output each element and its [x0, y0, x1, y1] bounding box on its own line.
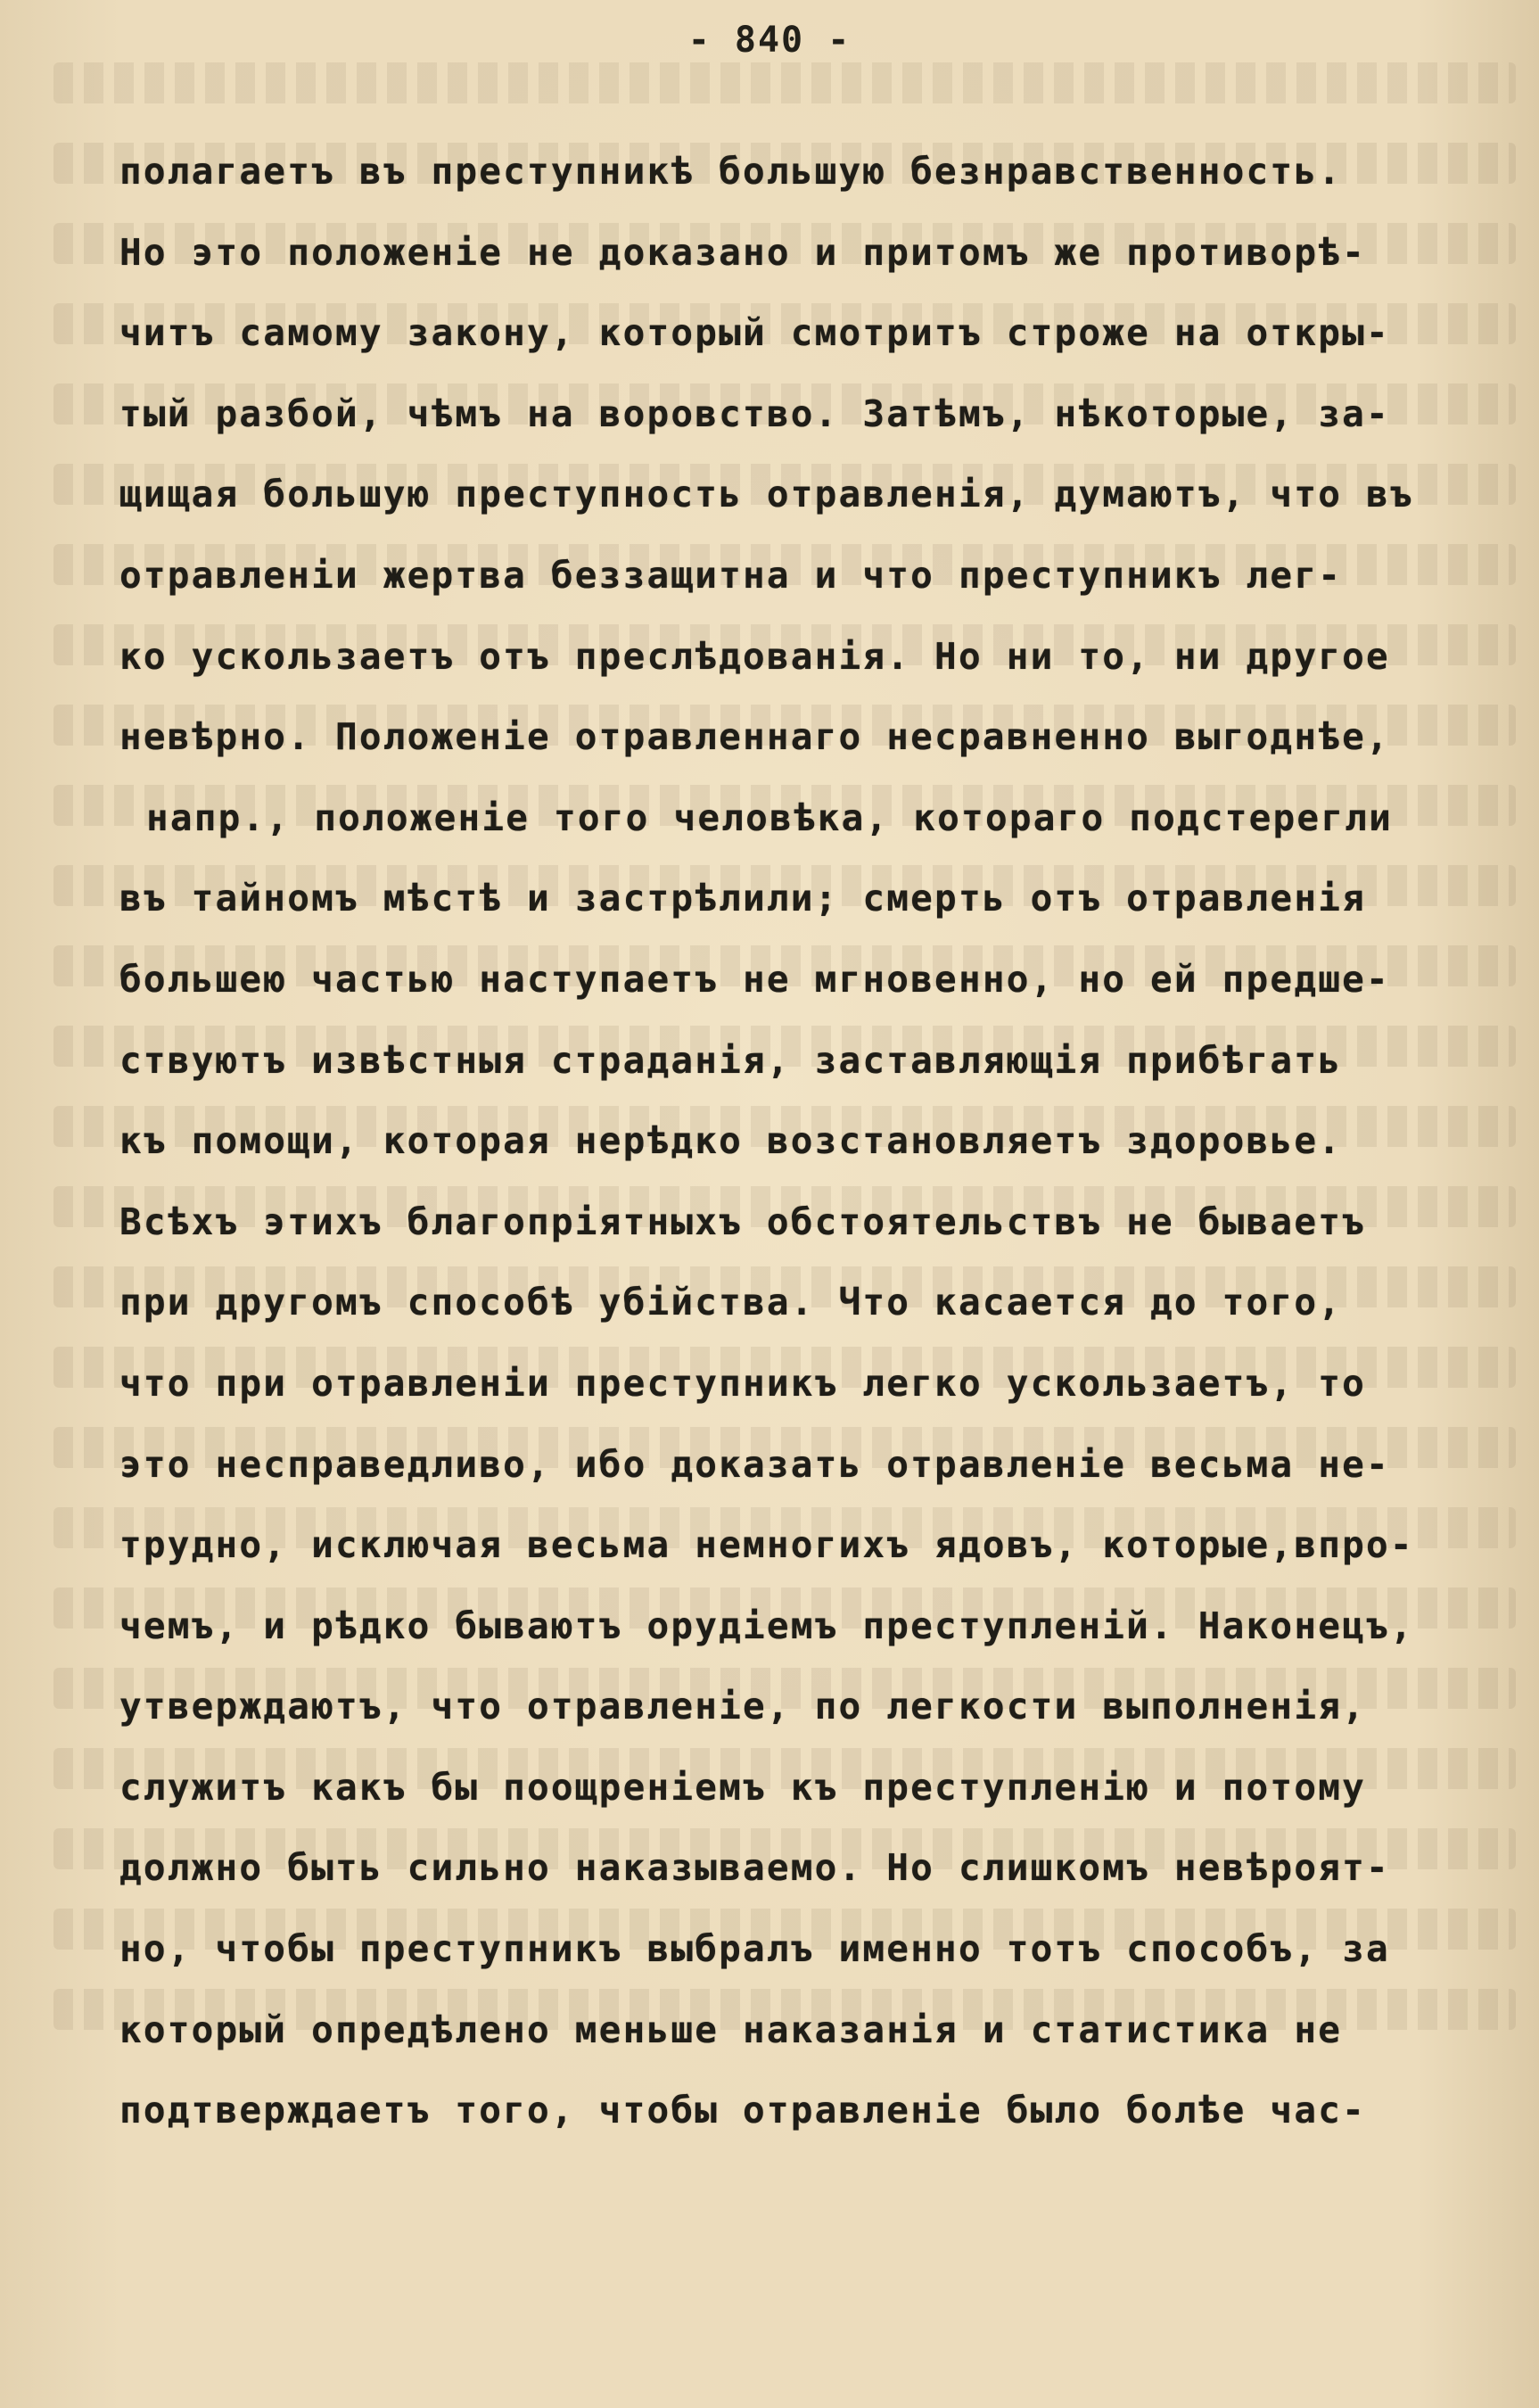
text-line: къ помощи, которая нерѣдко возстановляетъ здоровье. [119, 1119, 1343, 1163]
text-line: должно быть сильно наказываемо. Но слишкомъ невѣроят- [119, 1846, 1390, 1890]
text-line: Всѣхъ этихъ благопрiятныхъ обстоятельствъ не бываетъ [119, 1200, 1366, 1243]
text-line: трудно, исключая весьма немногихъ ядовъ, которые,впро- [119, 1523, 1414, 1567]
text-line: читъ самому закону, который смотритъ строже на откры- [119, 311, 1390, 355]
text-line: чемъ, и рѣдко бываютъ орудiемъ преступленiй. Наконецъ, [119, 1604, 1414, 1647]
page-number: - 840 - [687, 20, 852, 61]
text-line: это несправедливо, ибо доказать отравленiе весьма не- [119, 1442, 1390, 1486]
body-text [119, 140, 1439, 2160]
text-line: въ тайномъ мѣстѣ и застрѣлили; смерть отъ отравленiя [119, 877, 1366, 920]
text-line: но, чтобы преступникъ выбралъ именно тотъ способъ, за [119, 1927, 1390, 1971]
text-line: большею частью наступаетъ не мгновенно, но ей предше- [119, 957, 1390, 1001]
text-line: ствуютъ извѣстныя страданiя, заставляющiя прибѣгать [119, 1038, 1343, 1082]
text-line: Но это положенiе не доказано и притомъ же противорѣ- [119, 230, 1366, 274]
text-line: служитъ какъ бы поощренiемъ къ преступленiю и потому [119, 1765, 1366, 1809]
text-line: утверждаютъ, что отравленiе, по легкости выполненiя, [119, 1685, 1366, 1728]
text-line: щищая большую преступность отравленiя, думаютъ, что въ [119, 473, 1414, 516]
text-line: невѣрно. Положенiе отравленнаго несравненно выгоднѣе, [119, 715, 1390, 759]
text-line: при другомъ способѣ убiйства. Что касается до того, [119, 1281, 1343, 1324]
text-line: напр., положенiе того человѣка, котораго подстерегли [146, 796, 1393, 839]
text-line: полагаетъ въ преступникѣ большую безнравственность. [119, 150, 1343, 193]
text-line: что при отравленiи преступникъ легко ускользаетъ, то [119, 1361, 1366, 1405]
text-line: тый разбой, чѣмъ на воровство. Затѣмъ, нѣкоторые, за- [119, 392, 1390, 435]
text-line: подтверждаетъ того, чтобы отравленiе было болѣе час- [119, 2089, 1366, 2132]
text-line: отравленiи жертва беззащитна и что преступникъ лег- [119, 553, 1343, 597]
text-line: ко ускользаетъ отъ преслѣдованiя. Но ни то, ни другое [119, 634, 1390, 678]
text-line: который опредѣлено меньше наказанiя и статистика не [119, 2008, 1343, 2051]
